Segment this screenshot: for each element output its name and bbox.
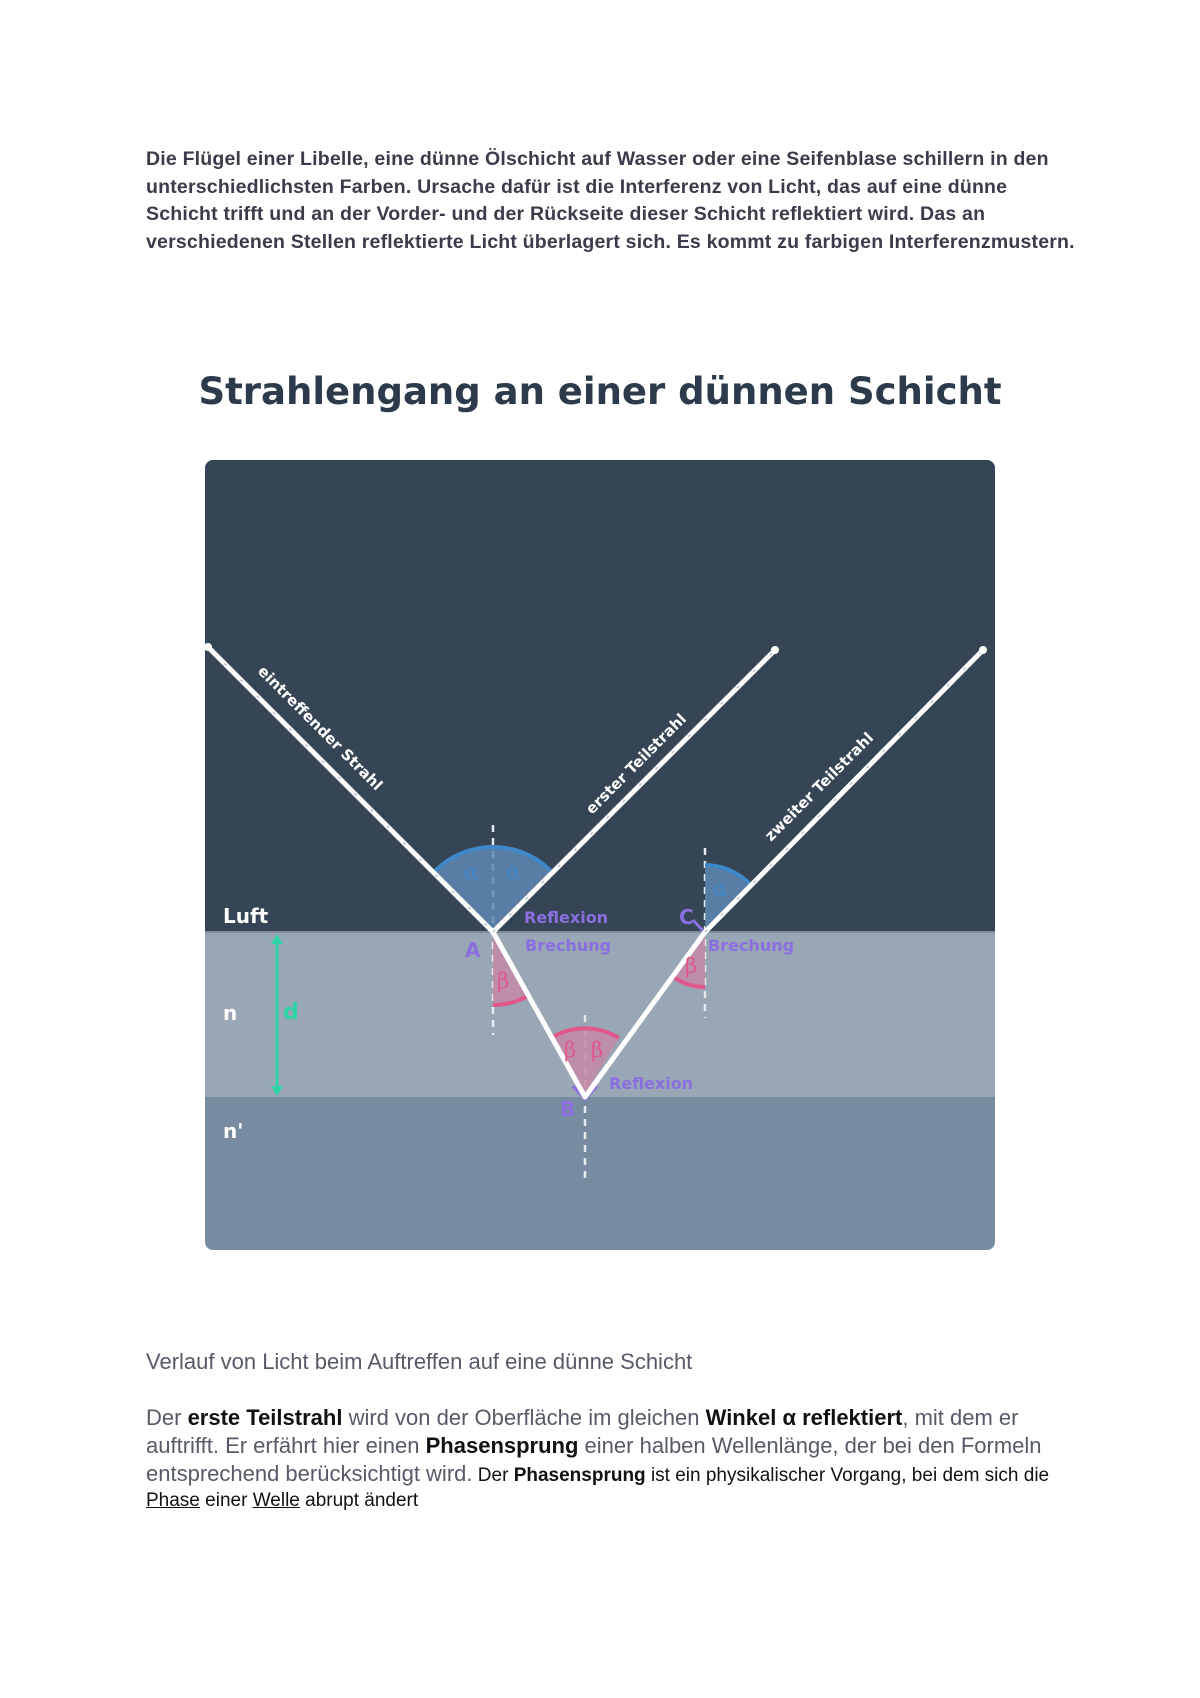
reflexion-bottom-label: Reflexion — [609, 1074, 694, 1093]
beta-b-right: β — [591, 1038, 604, 1062]
alpha-c: α — [713, 877, 728, 901]
figure-title: Strahlengang an einer dünnen Schicht — [198, 370, 1002, 413]
brechung-a-label: Brechung — [525, 936, 612, 955]
alpha-right-a: α — [506, 860, 521, 884]
substrate-region — [205, 1097, 995, 1250]
link-wave[interactable]: Welle — [252, 1490, 300, 1511]
brechung-c-label: Brechung — [708, 936, 795, 955]
body-paragraph: Der erste Teilstrahl wird von der Oberfläche im gleichen Winkel α reflektiert, mit dem er auftrifft. Er erfährt hier einen Phasensprung einer halben Wellenlänge, der bei den Formeln entsprechend berücksichtigt wird. Der Phasensprung ist ein physikalischer Vorgang, bei dem sich die Phase einer Welle abrupt ändert — [146, 1405, 1050, 1511]
link-phase[interactable]: Phase — [146, 1490, 200, 1511]
beta-c: β — [685, 954, 698, 978]
air-region — [205, 460, 995, 932]
beta-a: β — [497, 969, 510, 993]
second-ray-label: zweiter Teilstrahl — [761, 728, 878, 845]
beta-b-left: β — [564, 1038, 577, 1062]
incoming-ray-label: eintreffender Strahl — [254, 662, 387, 795]
thickness-label: d — [283, 1000, 299, 1025]
intro-paragraph: Die Flügel einer Libelle, eine dünne Ölschicht auf Wasser oder eine Seifenblase schillern in den unterschiedlichsten Farben. Ursache dafür ist die Interferenz von Licht, das auf eine dünne Schicht trifft und an der Vorder- und der Rückseite dieser Schicht reflektiert wird. Das an verschiedenen Stellen reflektierte Licht überlagert sich. Es kommt zu farbigen Interferenzmustern. — [146, 148, 1075, 253]
point-b-label: B — [560, 1097, 576, 1121]
medium-n-prime-label: n' — [223, 1119, 244, 1143]
first-ray-label: erster Teilstrahl — [582, 709, 691, 818]
thin-film-diagram — [205, 460, 995, 1250]
medium-air-label: Luft — [223, 904, 269, 928]
term-first-ray: erste Teilstrahl — [187, 1405, 343, 1430]
medium-n-label: n — [223, 1001, 238, 1025]
term-phase-jump: Phasensprung — [425, 1433, 579, 1458]
point-a-label: A — [465, 938, 481, 962]
reflexion-top-label: Reflexion — [524, 908, 609, 927]
term-angle-reflected: Winkel α reflektiert — [705, 1405, 903, 1430]
point-c-label: C — [679, 905, 694, 929]
alpha-left-a: α — [464, 860, 479, 884]
figure-caption: Verlauf von Licht beim Auftreffen auf eine dünne Schicht — [146, 1349, 693, 1374]
term-phase-jump-2: Phasensprung — [513, 1465, 646, 1486]
